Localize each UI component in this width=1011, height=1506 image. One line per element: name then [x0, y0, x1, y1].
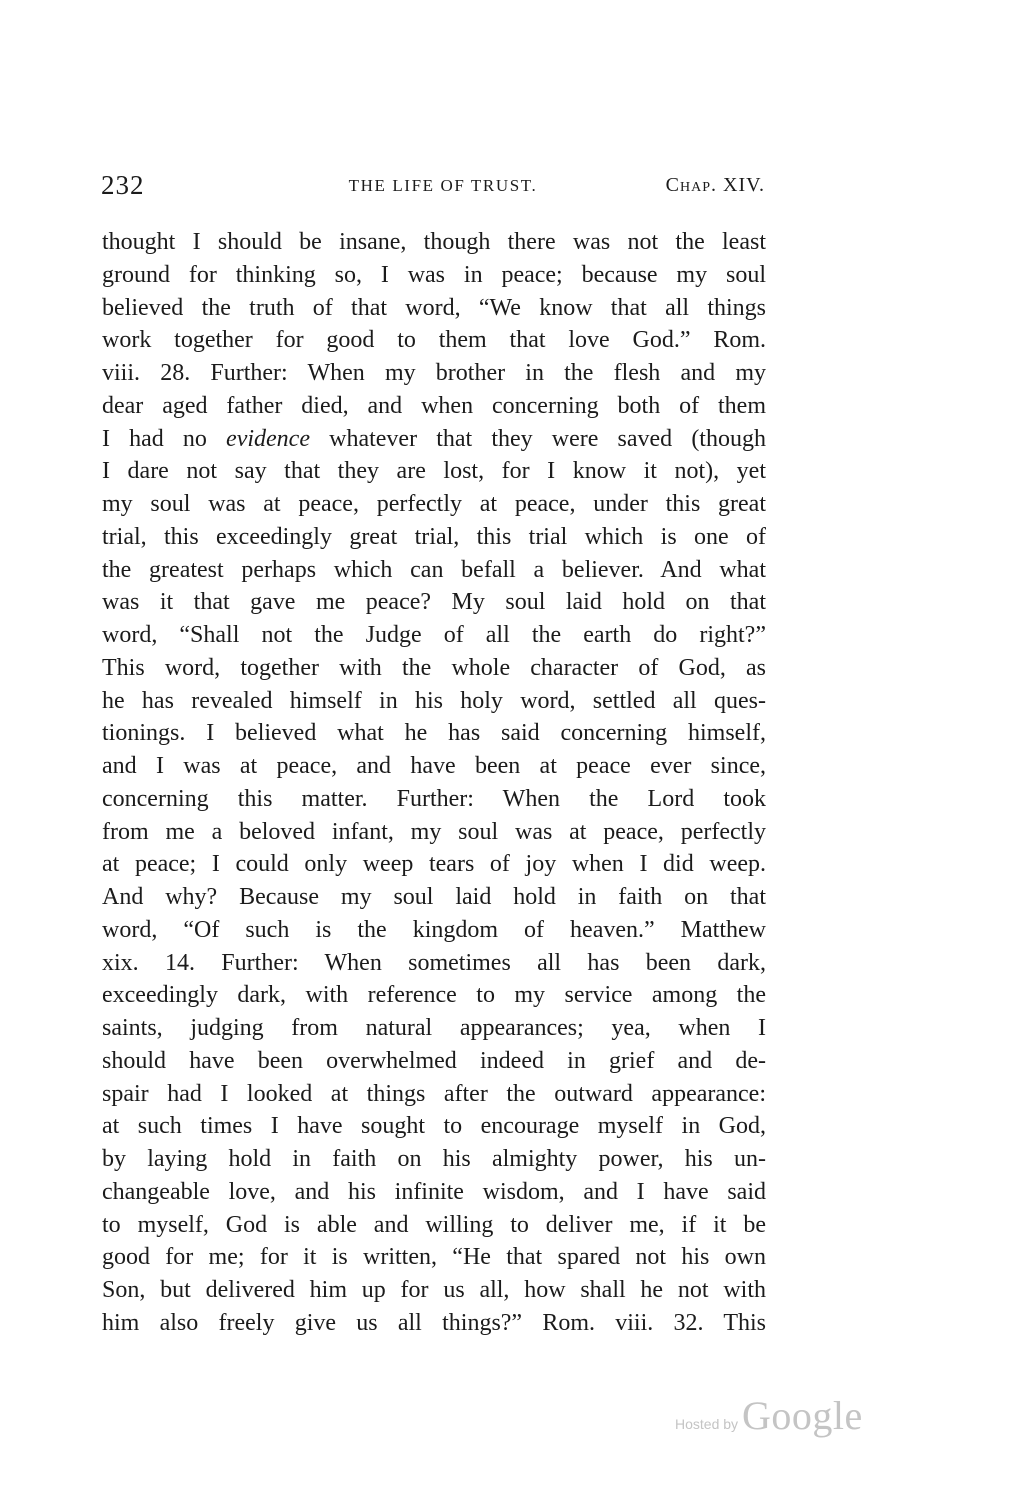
- text-line: at peace; I could only weep tears of joy when I did weep.: [102, 851, 766, 878]
- watermark-prefix: Hosted by: [675, 1416, 739, 1432]
- running-title: THE LIFE OF TRUST.: [348, 176, 538, 195]
- text-line: concerning this matter. Further: When the Lord took: [102, 785, 766, 812]
- text-line: ground for thinking so, I was in peace; because my soul: [102, 261, 766, 288]
- text-line: work together for good to them that love God.” Rom.: [102, 327, 766, 354]
- text-line: my soul was at peace, perfectly at peace, under this great: [102, 491, 766, 517]
- text-line: from me a beloved infant, my soul was at peace, perfectly: [102, 818, 766, 845]
- text-line: trial, this exceedingly great trial, this trial which is one of: [102, 523, 766, 550]
- text-line: him also freely give us all things?” Rom. viii. 32. This: [102, 1309, 766, 1336]
- text-line: word, “Of such is the kingdom of heaven.” Matthew: [102, 916, 766, 943]
- text-line: spair had I looked at things after the outward appearance:: [102, 1080, 766, 1107]
- text-segment: whatever that they were saved (though: [309, 425, 766, 452]
- google-logo: Google: [742, 1393, 863, 1438]
- text-line: thought I should be insane, though there was not the least: [102, 229, 766, 255]
- text-line: and I was at peace, and have been at peace ever since,: [102, 753, 766, 779]
- text-line: I dare not say that they are lost, for I know it not), yet: [102, 458, 766, 485]
- text-segment: I had no: [102, 425, 227, 452]
- text-line: believed the truth of that word, “We know that all things: [102, 294, 766, 321]
- chapter-prefix: Chap.: [665, 174, 718, 196]
- text-line: tionings. I believed what he has said concerning himself,: [102, 720, 766, 747]
- page-number: 232: [101, 170, 145, 200]
- emphasized-word: evidence: [226, 425, 310, 452]
- text-line: the greatest perhaps which can befall a believer. And what: [102, 556, 766, 583]
- hosted-by-watermark: [675, 1392, 863, 1436]
- text-line: [102, 423, 766, 456]
- text-line: he has revealed himself in his holy word, settled all ques-: [102, 687, 766, 714]
- text-line: exceedingly dark, with reference to my service among the: [102, 982, 766, 1009]
- text-line: by laying hold in faith on his almighty power, his un-: [102, 1146, 766, 1172]
- text-line: to myself, God is able and willing to deliver me, if it be: [102, 1211, 766, 1238]
- text-line: dear aged father died, and when concerning both of them: [102, 392, 766, 419]
- text-line: good for me; for it is written, “He that spared not his own: [102, 1244, 766, 1271]
- body-text: [102, 226, 766, 1340]
- text-line: xix. 14. Further: When sometimes all has been dark,: [102, 949, 766, 976]
- text-line: This word, together with the whole character of God, as: [102, 654, 766, 681]
- chapter-label: [666, 174, 765, 197]
- text-line: word, “Shall not the Judge of all the earth do right?”: [102, 622, 766, 648]
- text-line: Son, but delivered him up for us all, how shall he not with: [102, 1277, 766, 1303]
- chapter-number: XIV.: [723, 174, 765, 196]
- text-line: should have been overwhelmed indeed in grief and de-: [102, 1047, 766, 1074]
- text-line: saints, judging from natural appearances; yea, when I: [102, 1015, 766, 1041]
- text-line: was it that gave me peace? My soul laid hold on that: [102, 589, 766, 616]
- text-line: changeable love, and his infinite wisdom, and I have said: [102, 1178, 766, 1205]
- text-line: viii. 28. Further: When my brother in the flesh and my: [102, 360, 766, 386]
- text-line: And why? Because my soul laid hold in faith on that: [102, 884, 766, 910]
- text-line: at such times I have sought to encourage myself in God,: [102, 1113, 766, 1140]
- page-header: [101, 170, 765, 206]
